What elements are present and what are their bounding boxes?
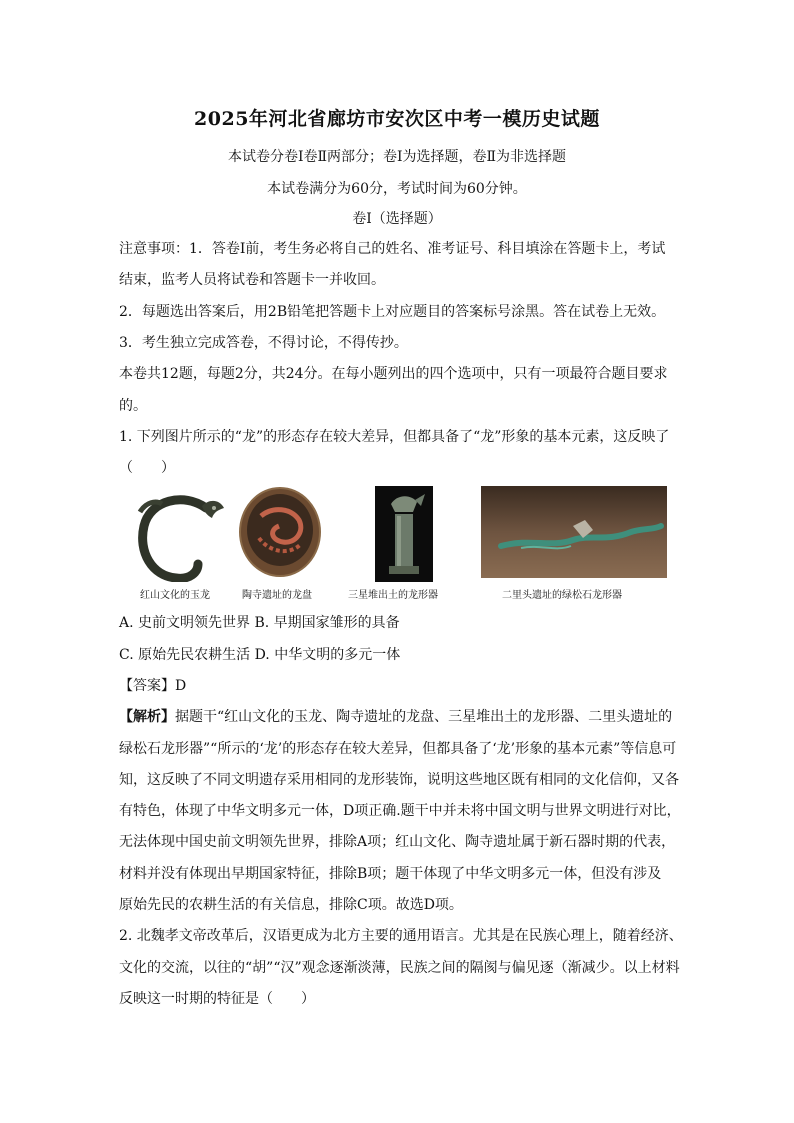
q2-stem-line-2: 文化的交流，以往的“胡”“汉”观念逐渐淡薄，民族之间的隔阂与偏见逐（渐减少。以上材料 [119,960,680,976]
note-1-line-1: 注意事项：1．答卷Ⅰ前，考生务必将自己的姓名、准考证号、科目填涂在答题卡上，考试 [119,241,666,257]
q1-analysis-line-7: 原始先民的农耕生活的有关信息，排除C项。故选D项。 [119,897,463,913]
note-2: 2．每题选出答案后，用2B铅笔把答题卡上对应题目的答案标号涂黑。答在试卷上无效。 [119,304,666,320]
q2-stem-line-1: 2. 北魏孝文帝改革后，汉语更成为北方主要的通用语言。尤其是在民族心理上，随着经济、 [119,928,683,944]
q1-analysis-line-5: 无法体现中国史前文明领先世界，排除A项；红山文化、陶寺遗址属于新石器时期的代表， [119,834,676,850]
q1-stem-line-2: （ ） [119,460,175,476]
q1-analysis-line-1 [119,706,679,726]
q1-figure [130,486,675,604]
sanxingdui-dragon-image [375,486,433,582]
q1-stem-line-1: 1. 下列图片所示的“龙”的形态存在较大差异，但都具备了“龙”形象的基本元素，这反映了 [119,429,670,445]
caption-dragon-plate: 陶寺遗址的龙盘 [242,590,312,601]
note-1-line-2: 结束，监考人员将试卷和答题卡一并收回。 [119,272,385,288]
intro-line-1: 本卷共12题，每题2分，共24分。在每小题列出的四个选项中，只有一项最符合题目要求 [119,366,668,382]
q1-analysis-line-4: 有特色，体现了中华文明多元一体，D项正确.题干中并未将中国文明与世界文明进行对比， [119,803,681,819]
header-line-1: 本试卷分卷Ⅰ卷Ⅱ两部分；卷Ⅰ为选择题，卷Ⅱ为非选择题 [227,149,567,165]
q1-analysis-line-2: 绿松石龙形器”“所示的‘龙’的形态存在较大差异，但都具备了‘龙’形象的基本元素”等信息可 [119,741,677,757]
section-heading: 卷Ⅰ（选择题） [352,211,442,227]
caption-sanxingdui: 三星堆出土的龙形器 [348,590,438,601]
dragon-plate-image [239,486,321,578]
erlitou-turquoise-dragon-image [481,486,667,578]
header-line-2: 本试卷满分为60分，考试时间为60分钟。 [267,181,527,197]
q1-options-line-2: C. 原始先民农耕生活 D. 中华文明的多元一体 [119,647,401,663]
q1-options-line-1: A. 史前文明领先世界 B. 早期国家雏形的具备 [119,615,400,631]
jade-dragon-image [132,486,228,582]
analysis-label: 【解析】 [119,709,175,725]
caption-jade-dragon: 红山文化的玉龙 [140,590,210,601]
q2-stem-line-3: 反映这一时期的特征是（ ） [119,991,315,1007]
document-title: 2025年河北省廊坊市安次区中考一模历史试题 [194,108,600,130]
q1-analysis-line-3: 知，这反映了不同文明遗存采用相同的龙形装饰，说明这些地区既有相同的文化信仰，又各 [119,772,679,788]
q1-answer: 【答案】D [119,678,187,694]
analysis-text-1: 据题干“红山文化的玉龙、陶寺遗址的龙盘、三星堆出土的龙形器、二里头遗址的 [175,709,673,725]
caption-erlitou: 二里头遗址的绿松石龙形器 [502,590,622,601]
note-3: 3．考生独立完成答卷，不得讨论，不得传抄。 [119,335,408,351]
q1-analysis-line-6: 材料并没有体现出早期国家特征，排除B项；题干体现了中华文明多元一体，但没有涉及 [119,866,662,882]
intro-line-2: 的。 [119,398,147,414]
